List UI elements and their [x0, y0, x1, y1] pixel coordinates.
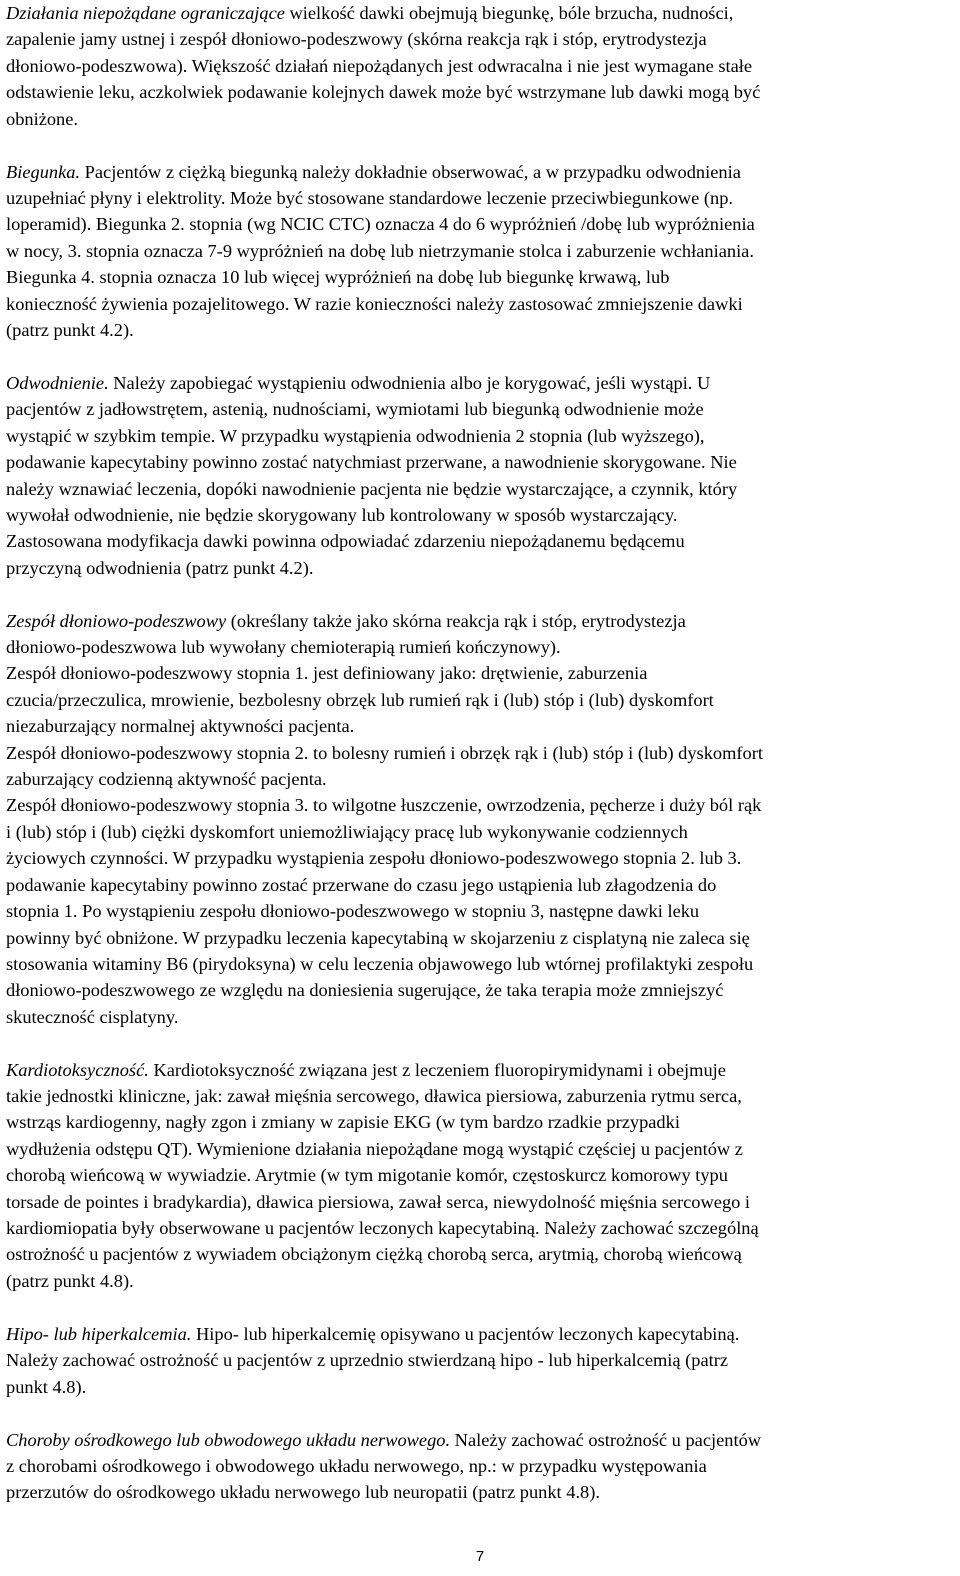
- paragraph-hand-foot-syndrome: [6, 608, 954, 1031]
- text-line: pacjentów z jadłowstrętem, astenią, nudnościami, wymiotami lub biegunką odwodnienie może: [6, 399, 704, 420]
- paragraph-heading: Biegunka.: [6, 161, 81, 182]
- text-line: zapalenie jamy ustnej i zespół dłoniowo-podeszwowy (skórna reakcja rąk i stóp, erytrodystezja: [6, 29, 707, 50]
- text-line: wydłużenia odstępu QT). Wymienione działania niepożądane mogą wystąpić częściej u pacjentów z: [6, 1138, 743, 1159]
- paragraph-diarrhea: [6, 159, 954, 344]
- paragraph-adverse-effects: [6, 0, 954, 132]
- text-line: wywołał odwodnienie, nie będzie skorygowany lub kontrolowany w sposób wystarczający.: [6, 504, 678, 525]
- text-line: niezaburzający normalnej aktywności pacjenta.: [6, 716, 355, 737]
- text-line: zaburzający codzienną aktywność pacjenta.: [6, 769, 327, 790]
- paragraph-cardiotoxicity: [6, 1057, 954, 1295]
- paragraph-heading: Choroby ośrodkowego lub obwodowego układu nerwowego.: [6, 1429, 451, 1450]
- paragraph-calcemia: [6, 1321, 954, 1400]
- text-line: Zespół dłoniowo-podeszwowy stopnia 2. to bolesny rumień i obrzęk rąk i (lub) stóp i (lub) dyskomfort: [6, 742, 763, 763]
- text-line: loperamid). Biegunka 2. stopnia (wg NCIC CTC) oznacza 4 do 6 wypróżnień /dobę lub wypróżnienia: [6, 214, 755, 235]
- text-line: chorobą wieńcową w wywiadzie. Arytmie (w tym migotanie komór, częstoskurcz komorowy typu: [6, 1165, 728, 1186]
- text-line: przyczyną odwodnienia (patrz punkt 4.2).: [6, 557, 314, 578]
- text-line: Kardiotoksyczność związana jest z leczeniem fluoropirymidynami i obejmuje: [148, 1059, 726, 1080]
- text-line: wystąpić w szybkim tempie. W przypadku wystąpienia odwodnienia 2 stopnia (lub wyższego),: [6, 425, 705, 446]
- text-line: dłoniowo-podeszwowa lub wywołany chemioterapią rumień kończynowy).: [6, 637, 561, 658]
- text-line: Zespół dłoniowo-podeszwowy stopnia 3. to wilgotne łuszczenie, owrzodzenia, pęcherze i duży ból rąk: [6, 795, 762, 816]
- text-line: w nocy, 3. stopnia oznacza 7-9 wypróżnień na dobę lub nietrzymanie stolca i zaburzenie wchłaniania.: [6, 240, 754, 261]
- paragraph-heading: Zespół dłoniowo-podeszwowy: [6, 610, 227, 631]
- text-line: obniżone.: [6, 108, 79, 129]
- text-line: z chorobami ośrodkowego i obwodowego układu nerwowego, np.: w przypadku występowania: [6, 1455, 707, 1476]
- text-line: dłoniowo-podeszwowego ze względu na doniesienia sugerujące, że taka terapia może zmniejszyć: [6, 980, 724, 1001]
- text-line: uzupełniać płyny i elektrolity. Może być stosowane standardowe leczenie przeciwbiegunkowe (np.: [6, 187, 734, 208]
- text-line: i (lub) stóp i (lub) ciężki dyskomfort uniemożliwiający pracę lub wykonywanie codziennych: [6, 821, 688, 842]
- paragraph-dehydration: [6, 370, 954, 581]
- text-line: Zastosowana modyfikacja dawki powinna odpowiadać zdarzeniu niepożądanemu będącemu: [6, 531, 685, 552]
- text-line: Hipo- lub hiperkalcemię opisywano u pacjentów leczonych kapecytabiną.: [191, 1323, 740, 1344]
- text-line: punkt 4.8).: [6, 1376, 87, 1397]
- text-line: ostrożność u pacjentów z wywiadem obciążonym ciężką chorobą serca, arytmią, chorobą wieńcową: [6, 1244, 742, 1265]
- text-line: Pacjentów z ciężką biegunką należy dokładnie obserwować, a w przypadku odwodnienia: [80, 161, 741, 182]
- text-line: dłoniowo-podeszwowa). Większość działań niepożądanych jest odwracalna i nie jest wymagane stałe: [6, 55, 753, 76]
- text-line: podawanie kapecytabiny powinno zostać przerwane do czasu jego ustąpienia lub złagodzenia do: [6, 874, 717, 895]
- text-line: życiowych czynności. W przypadku wystąpienia zespołu dłoniowo-podeszwowego stopnia 2. lub 3.: [6, 848, 742, 869]
- text-line: odstawienie leku, aczkolwiek podawanie kolejnych dawek może być wstrzymane lub dawki mogą być: [6, 82, 761, 103]
- text-line: przerzutów do ośrodkowego układu nerwowego lub neuropatii (patrz punkt 4.8).: [6, 1482, 600, 1503]
- paragraph-heading: Hipo- lub hiperkalcemia.: [6, 1323, 192, 1344]
- text-line: należy wznawiać leczenia, dopóki nawodnienie pacjenta nie będzie wystarczające, a czynnik, który: [6, 478, 738, 499]
- paragraph-heading: Działania niepożądane ograniczające: [6, 3, 285, 23]
- text-line: podawanie kapecytabiny powinno zostać natychmiast przerwane, a nawodnienie skorygowane. Nie: [6, 452, 737, 473]
- paragraph-heading: Odwodnienie.: [6, 372, 109, 393]
- page-number: 7: [475, 1548, 485, 1565]
- paragraph-nervous-system: [6, 1427, 954, 1506]
- text-line: (określany także jako skórna reakcja rąk i stóp, erytrodystezja: [226, 610, 686, 631]
- text-line: Należy zachować ostrożność u pacjentów: [450, 1429, 762, 1450]
- text-line: takie jednostki kliniczne, jak: zawał mięśnia sercowego, dławica piersiowa, zaburzenia rytmu serca,: [6, 1086, 742, 1107]
- text-line: Zespół dłoniowo-podeszwowy stopnia 1. jest definiowany jako: drętwienie, zaburzenia: [6, 663, 648, 684]
- text-line: Biegunka 4. stopnia oznacza 10 lub więcej wypróżnień na dobę lub biegunkę krwawą, lub: [6, 267, 670, 288]
- text-line: Należy zachować ostrożność u pacjentów z uprzednio stwierdzaną hipo - lub hiperkalcemią (patrz: [6, 1350, 729, 1371]
- text-line: kardiomiopatia były obserwowane u pacjentów leczonych kapecytabiną. Należy zachować szczególną: [6, 1218, 759, 1239]
- text-line: powinny być obniżone. W przypadku leczenia kapecytabiną w skojarzeniu z cisplatyną nie zaleca się: [6, 927, 750, 948]
- text-line: skuteczność cisplatyny.: [6, 1006, 179, 1027]
- text-line: konieczność żywienia pozajelitowego. W razie konieczności należy zastosować zmniejszenie dawki: [6, 293, 743, 314]
- document-page: [6, 0, 954, 1506]
- text-line: stopnia 1. Po wystąpieniu zespołu dłoniowo-podeszwowego w stopniu 3, następne dawki leku: [6, 901, 700, 922]
- text-line: Należy zapobiegać wystąpieniu odwodnienia albo je korygować, jeśli wystąpi. U: [108, 372, 711, 393]
- text-line: torsade de pointes i bradykardia), dławica piersiowa, zawał serca, niewydolność mięśnia sercowego i: [6, 1191, 751, 1212]
- text-line: (patrz punkt 4.2).: [6, 319, 134, 340]
- text-line: stosowania witaminy B6 (pirydoksyna) w celu leczenia objawowego lub wtórnej profilaktyki zespołu: [6, 953, 754, 974]
- text-line: (patrz punkt 4.8).: [6, 1270, 134, 1291]
- paragraph-heading: Kardiotoksyczność.: [6, 1059, 149, 1080]
- text-line: wstrząs kardiogenny, nagły zgon i zmiany w zapisie EKG (w tym bardzo rzadkie przypadki: [6, 1112, 680, 1133]
- text-line: czucia/przeczulica, mrowienie, bezbolesny obrzęk lub rumień rąk i (lub) stóp i (lub) dyskomfort: [6, 689, 714, 710]
- text-line: wielkość dawki obejmują biegunkę, bóle brzucha, nudności,: [284, 3, 734, 23]
